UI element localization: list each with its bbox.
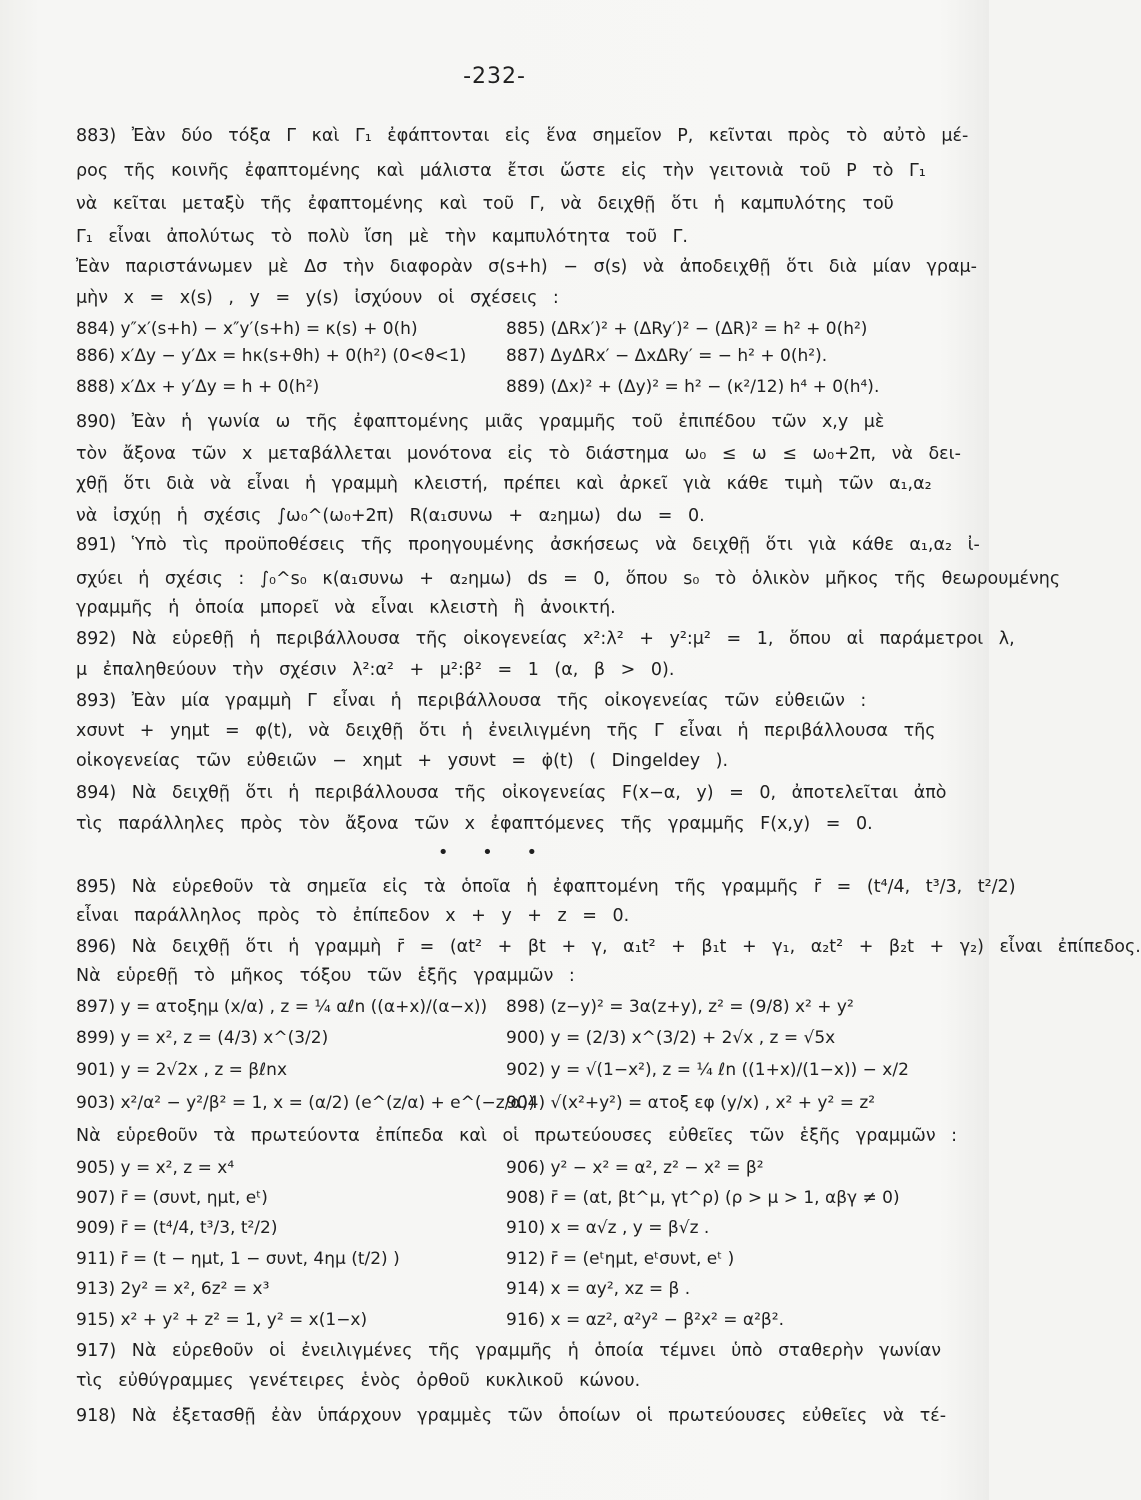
text-line: σχύει ἡ σχέσις : ∫₀^s₀ κ(α₁συνω + α₂ημω) ds = 0, ὅπου s₀ τὸ ὁλικὸν μῆκος τῆς θεωρουμένης: [76, 569, 1061, 589]
formula: 900) y = (2/3) x^(3/2) + 2√x , z = √5x: [506, 1028, 836, 1048]
text-line: χθῇ ὅτι διὰ νὰ εἶναι ἡ γραμμὴ κλειστή, πρέπει καὶ ἀρκεῖ γιὰ κάθε τιμὴ τῶν α₁,α₂: [76, 474, 932, 494]
formula: 907) r̄ = (συνt, ημt, eᵗ): [76, 1188, 268, 1208]
text-line: ρος τῆς κοινῆς ἐφαπτομένης καὶ μάλιστα ἔτσι ὥστε εἰς τὴν γειτονιὰ τοῦ P τὸ Γ₁: [76, 161, 926, 181]
formula: 884) y″x′(s+h) − x″y′(s+h) = κ(s) + 0(h): [76, 319, 418, 339]
text-line: Γ₁ εἶναι ἀπολύτως τὸ πολὺ ἴση μὲ τὴν καμπυλότητα τοῦ Γ.: [76, 227, 688, 247]
text-line: οἰκογενείας τῶν εὐθειῶν − xημt + yσυνt = φ̇(t) ( Dingeldey ).: [76, 751, 729, 771]
text-line: τὸν ἄξονα τῶν x μεταβάλλεται μονότονα εἰς τὸ διάστημα ω₀ ≤ ω ≤ ω₀+2π, νὰ δει-: [76, 444, 961, 464]
text-line: 893) Ἐὰν μία γραμμὴ Γ εἶναι ἡ περιβάλλουσα τῆς οἰκογενείας τῶν εὐθειῶν :: [76, 691, 867, 711]
text-line: εἶναι παράλληλος πρὸς τὸ ἐπίπεδον x + y + z = 0.: [76, 906, 630, 926]
text-line: μὴν x = x(s) , y = y(s) ἰσχύουν οἱ σχέσεις :: [76, 288, 559, 308]
formula: 913) 2y² = x², 6z² = x³: [76, 1279, 270, 1299]
formula: 897) y = ατοξημ (x/α) , z = ¼ αℓn ((α+x)/(α−x)): [76, 997, 488, 1017]
formula: 910) x = α√z , y = β√z .: [506, 1218, 710, 1238]
text-line: Ἐὰν παριστάνωμεν μὲ Δσ τὴν διαφορὰν σ(s+h) − σ(s) νὰ ἀποδειχθῇ ὅτι διὰ μίαν γραμ-: [76, 257, 977, 277]
section-separator: • • •: [437, 842, 552, 863]
formula: 915) x² + y² + z² = 1, y² = x(1−x): [76, 1310, 368, 1330]
formula: 909) r̄ = (t⁴/4, t³/3, t²/2): [76, 1218, 278, 1238]
page-number: -232-: [463, 64, 526, 89]
text-line: τὶς εὐθύγραμμες γενέτειρες ἑνὸς ὀρθοῦ κυκλικοῦ κώνου.: [76, 1371, 641, 1391]
text-line: 890) Ἐὰν ἡ γωνία ω τῆς ἐφαπτομένης μιᾶς γραμμῆς τοῦ ἐπιπέδου τῶν x,y μὲ: [76, 412, 885, 432]
formula: 885) (ΔRx′)² + (ΔRy′)² − (ΔR)² = h² + 0(h²): [506, 319, 868, 339]
text-line: 918) Νὰ ἐξετασθῇ ἐὰν ὑπάρχουν γραμμὲς τῶν ὁποίων οἱ πρωτεύουσες εὐθεῖες νὰ τέ-: [76, 1406, 947, 1426]
formula: 889) (Δx)² + (Δy)² = h² − (κ²/12) h⁴ + 0(h⁴).: [506, 377, 880, 397]
formula: 904) √(x²+y²) = ατοξ εφ (y/x) , x² + y² = z²: [506, 1093, 876, 1113]
formula: 887) ΔyΔRx′ − ΔxΔRy′ = − h² + 0(h²).: [506, 346, 828, 366]
text-line: 894) Νὰ δειχθῇ ὅτι ἡ περιβάλλουσα τῆς οἰκογενείας F(x−α, y) = 0, ἀποτελεῖται ἀπὸ: [76, 783, 947, 803]
text-line: 895) Νὰ εὑρεθοῦν τὰ σημεῖα εἰς τὰ ὁποῖα ἡ ἐφαπτομένη τῆς γραμμῆς r̄ = (t⁴/4, t³/3, t²/2): [76, 877, 1016, 897]
formula: 916) x = αz², α²y² − β²x² = α²β².: [506, 1310, 784, 1330]
text-line: 917) Νὰ εὑρεθοῦν οἱ ἐνειλιγμένες τῆς γραμμῆς ἡ ὁποία τέμνει ὑπὸ σταθερὴν γωνίαν: [76, 1341, 942, 1361]
text-line: τὶς παράλληλες πρὸς τὸν ἄξονα τῶν x ἐφαπτόμενες τῆς γραμμῆς F(x,y) = 0.: [76, 814, 873, 834]
text-line: 896) Νὰ δειχθῇ ὅτι ἡ γραμμὴ r̄ = (αt² + βt + γ, α₁t² + β₁t + γ₁, α₂t² + β₂t + γ₂) εἶναι ἐπίπεδος.: [76, 937, 1141, 957]
text-line: Νὰ εὑρεθῇ τὸ μῆκος τόξου τῶν ἑξῆς γραμμῶν :: [76, 966, 575, 986]
text-line: 891) Ὑπὸ τὶς προϋποθέσεις τῆς προηγουμένης ἀσκήσεως νὰ δειχθῇ ὅτι γιὰ κάθε α₁,α₂ ἰ-: [76, 535, 980, 555]
text-line: μ ἐπαληθεύουν τὴν σχέσιν λ²:α² + μ²:β² = 1 (α, β > 0).: [76, 660, 675, 680]
formula: 906) y² − x² = α², z² − x² = β²: [506, 1158, 764, 1178]
text-line: Νὰ εὑρεθοῦν τὰ πρωτεύοντα ἐπίπεδα καὶ οἱ πρωτεύουσες εὐθεῖες τῶν ἑξῆς γραμμῶν :: [76, 1126, 958, 1146]
formula: 914) x = αy², xz = β .: [506, 1279, 691, 1299]
text-line: γραμμῆς ἡ ὁποία μπορεῖ νὰ εἶναι κλειστὴ ἢ ἀνοικτή.: [76, 598, 616, 618]
formula: 901) y = 2√2x , z = βℓnx: [76, 1060, 288, 1080]
text-line: νὰ κεῖται μεταξὺ τῆς ἐφαπτομένης καὶ τοῦ Γ, νὰ δειχθῇ ὅτι ἡ καμπυλότης τοῦ: [76, 194, 894, 214]
text-line: 883) Ἐὰν δύο τόξα Γ καὶ Γ₁ ἐφάπτονται εἰς ἕνα σημεῖον P, κεῖνται πρὸς τὸ αὐτὸ μέ-: [76, 126, 969, 146]
text-line: νὰ ἰσχύῃ ἡ σχέσις ∫ω₀^(ω₀+2π) R(α₁συνω + α₂ημω) dω = 0.: [76, 506, 705, 526]
formula: 912) r̄ = (eᵗημt, eᵗσυνt, eᵗ ): [506, 1249, 735, 1269]
formula: 908) r̄ = (αt, βt^μ, γt^ρ) (ρ > μ > 1, αβγ ≠ 0): [506, 1188, 900, 1208]
formula: 902) y = √(1−x²), z = ¼ ℓn ((1+x)/(1−x)) − x/2: [506, 1060, 909, 1080]
formula: 888) x′Δx + y′Δy = h + 0(h²): [76, 377, 320, 397]
formula: 886) x′Δy − y′Δx = hκ(s+ϑh) + 0(h²) (0<ϑ<1): [76, 346, 467, 366]
formula: 903) x²/α² − y²/β² = 1, x = (α/2) (e^(z/α) + e^(−z/α)): [76, 1093, 535, 1113]
formula: 905) y = x², z = x⁴: [76, 1158, 235, 1178]
text-line: 892) Νὰ εὑρεθῇ ἡ περιβάλλουσα τῆς οἰκογενείας x²:λ² + y²:μ² = 1, ὅπου αἱ παράμετροι λ,: [76, 629, 1015, 649]
formula: 911) r̄ = (t − ημt, 1 − συνt, 4ημ (t/2) ): [76, 1249, 400, 1269]
formula: 899) y = x², z = (4/3) x^(3/2): [76, 1028, 329, 1048]
formula: 898) (z−y)² = 3α(z+y), z² = (9/8) x² + y²: [506, 997, 854, 1017]
text-line: xσυνt + yημt = φ(t), νὰ δειχθῇ ὅτι ἡ ἐνειλιγμένη τῆς Γ εἶναι ἡ περιβάλλουσα τῆς: [76, 721, 936, 741]
